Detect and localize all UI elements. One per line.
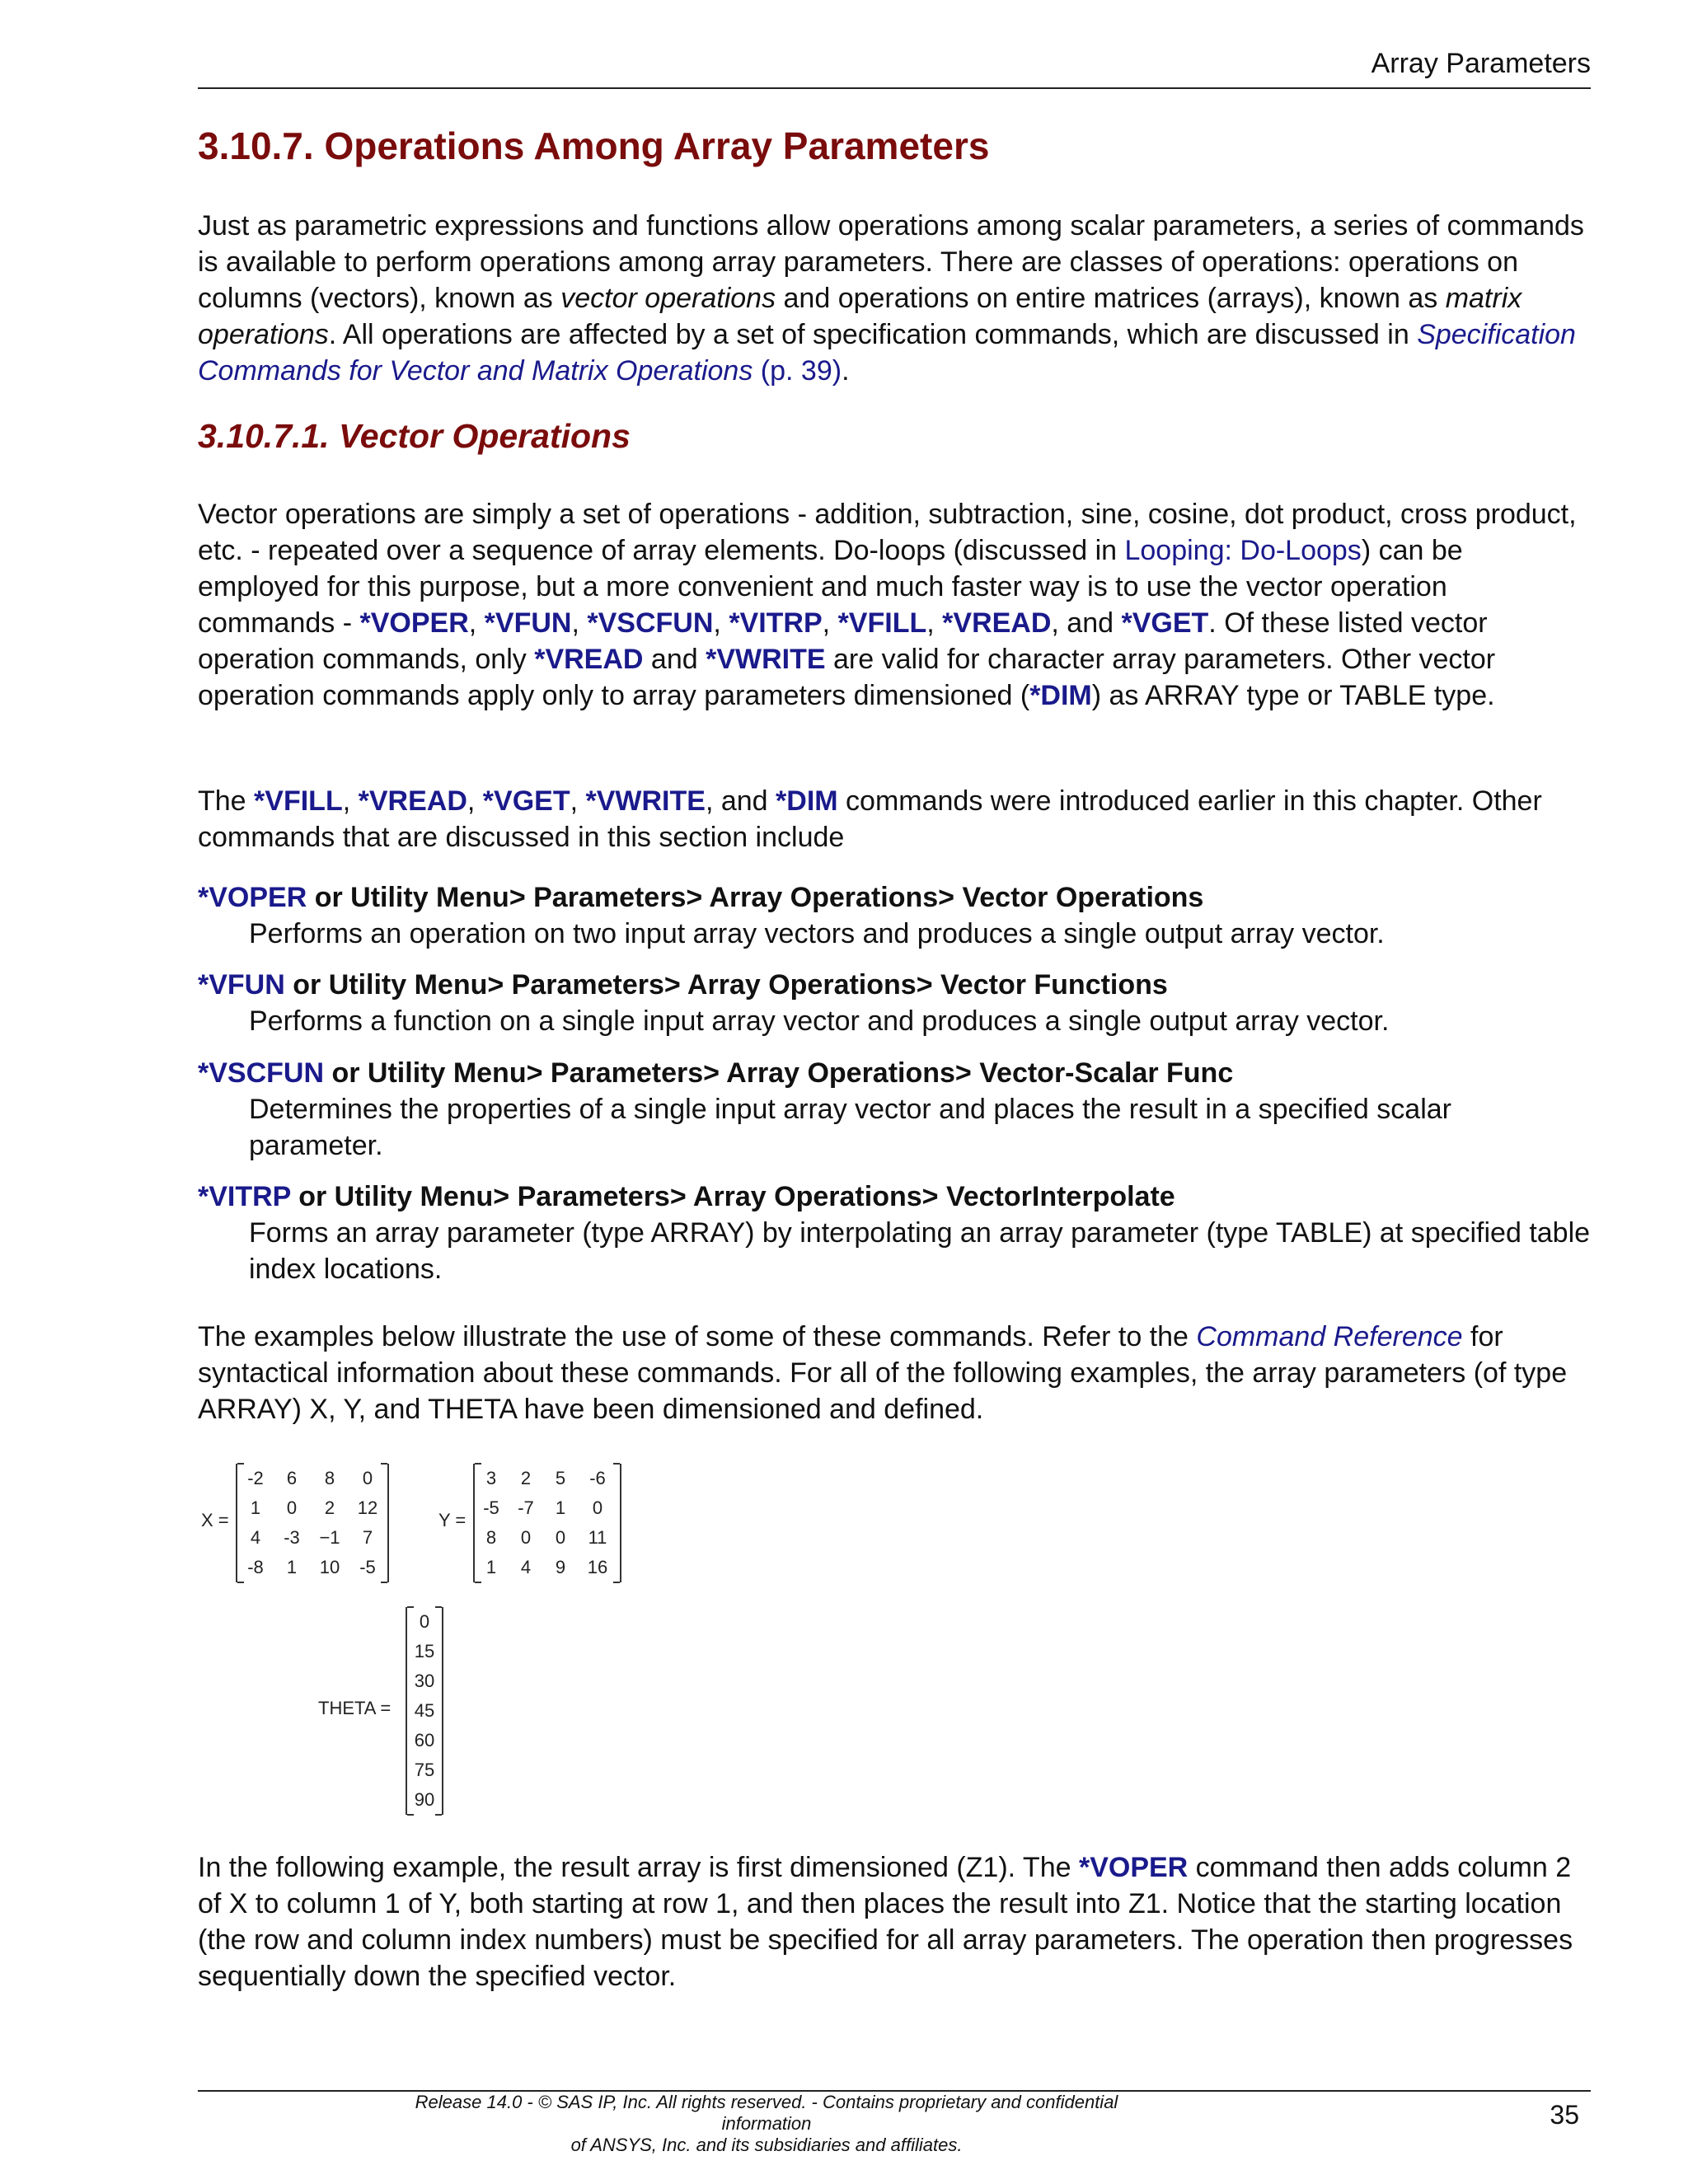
- vector-theta-row: [407, 1785, 442, 1815]
- cmd-link-dim[interactable]: *DIM: [1029, 680, 1092, 711]
- matrix-x-cell: 6: [286, 1468, 298, 1488]
- intro2-text-2: , and: [705, 785, 776, 817]
- cmd-link-vread-3[interactable]: *VREAD: [358, 785, 467, 817]
- term-voper-menu: or Utility Menu> Parameters> Array Operations> Vector Operations: [307, 882, 1204, 913]
- intro-text-1: Just as parametric expressions and functions allow operations among scalar parameters, a series of commands is available to perform operations among array parameters. There are classes of operations: operations on columns (vectors), known as: [198, 210, 1584, 314]
- matrix-y-label: Y =: [438, 1510, 467, 1530]
- page-number: 35: [1550, 2100, 1579, 2130]
- matrix-x-cell: 2: [324, 1497, 335, 1518]
- vec-text-2: ) can be employed for this purpose, but a more convenient and much faster way is to use the vector operation commands -: [198, 535, 1463, 639]
- def-vscfun: Determines the properties of a single input array vector and places the result in a specified scalar parameter.: [249, 1094, 1451, 1161]
- term-voper: [198, 879, 1591, 916]
- final-text-2: command then adds column 2 of X to column 1 of Y, both starting at row 1, and then places the result into Z1. Notice that the starting location (the row and column index numbers) must be specified for all array parameters. The operation then progresses sequentially down the specified vector.: [198, 1852, 1573, 1992]
- matrix-y-cell: 16: [587, 1557, 608, 1577]
- footer-line-2: of ANSYS, Inc. and its subsidiaries and affiliates.: [570, 2135, 963, 2155]
- vec-text-7: ) as ARRAY type or TABLE type.: [1091, 680, 1495, 711]
- def-vitrp: Forms an array parameter (type ARRAY) by interpolating an array parameter (type TABLE) at specified table index locations.: [249, 1217, 1591, 1285]
- intro2-text-3: commands were introduced earlier in this chapter. Other commands that are discussed in this section include: [198, 785, 1542, 853]
- vector-theta-cell: 90: [414, 1789, 435, 1810]
- matrix-y-cell: 4: [520, 1557, 532, 1577]
- examples-paragraph: [198, 1319, 1591, 1427]
- matrix-x-row: [237, 1523, 387, 1553]
- def-vfun: Performs a function on a single input array vector and produces a single output array vector.: [249, 1005, 1390, 1037]
- running-head: Array Parameters: [1371, 48, 1591, 79]
- intro-emphasis-matrix: matrix operations: [198, 283, 1522, 350]
- cmd-link-vget[interactable]: *VGET: [1121, 607, 1209, 639]
- matrix-y-cell: -5: [483, 1497, 499, 1518]
- footer-copyright: [396, 2092, 1137, 2156]
- matrix-x-cell: 12: [357, 1497, 378, 1518]
- term-vitrp-menu: or Utility Menu> Parameters> Array Operations> VectorInterpolate: [290, 1181, 1175, 1212]
- cmd-link-vread[interactable]: *VREAD: [942, 607, 1052, 639]
- intro-text-4: .: [842, 355, 850, 387]
- term-vscfun-cmd[interactable]: *VSCFUN: [198, 1057, 325, 1089]
- matrix-x-cell: −1: [319, 1527, 340, 1548]
- vec-text-3: , and: [1051, 607, 1122, 639]
- do-loops-link[interactable]: Looping: Do-Loops: [1124, 535, 1362, 566]
- cmd-link-vwrite[interactable]: *VWRITE: [706, 644, 826, 675]
- matrix-x: [236, 1464, 389, 1582]
- voper-example-paragraph: [198, 1849, 1591, 1994]
- matrix-y-cell: -7: [518, 1497, 534, 1518]
- theta-label: THETA =: [318, 1698, 392, 1718]
- cmd-link-vread-2[interactable]: *VREAD: [534, 644, 644, 675]
- vector-theta-row: [407, 1755, 442, 1785]
- intro-paragraph: [198, 208, 1591, 389]
- examples-text-1: The examples below illustrate the use of some of these commands. Refer to the: [198, 1321, 1197, 1352]
- subsection-title: 3.10.7.1. Vector Operations: [198, 417, 631, 455]
- matrix-y-cell: 8: [485, 1527, 497, 1548]
- matrix-x-row: [237, 1493, 387, 1523]
- term-vitrp: [198, 1179, 1591, 1215]
- vector-theta-cell: 15: [414, 1641, 435, 1661]
- intro-text-2: and operations on entire matrices (arrays), known as: [776, 283, 1446, 314]
- vector-theta-row: [407, 1726, 442, 1755]
- matrix-x-cell: 8: [324, 1468, 335, 1488]
- matrix-x-cell: 1: [286, 1557, 298, 1577]
- matrix-y-cell: 0: [520, 1527, 532, 1548]
- term-voper-cmd[interactable]: *VOPER: [198, 882, 307, 913]
- term-vscfun-menu: or Utility Menu> Parameters> Array Operations> Vector-Scalar Func: [324, 1057, 1234, 1089]
- matrix-x-cell: 1: [250, 1497, 261, 1518]
- matrix-x-cell: -3: [284, 1527, 300, 1548]
- cmd-link-vfill[interactable]: *VFILL: [837, 607, 927, 639]
- vec-text-4: . Of these listed vector operation commands, only: [198, 607, 1488, 675]
- vec-text-1: Vector operations are simply a set of operations - addition, subtraction, sine, cosine, dot product, cross product, etc. - repeated over a sequence of array elements. Do-loops (discussed in: [198, 499, 1577, 566]
- cmd-link-voper[interactable]: *VOPER: [359, 607, 469, 639]
- cmd-link-vfun[interactable]: *VFUN: [484, 607, 572, 639]
- vector-theta-cell: 45: [414, 1700, 435, 1721]
- vector-theta-row: [407, 1607, 442, 1637]
- term-vfun-cmd[interactable]: *VFUN: [198, 969, 285, 1001]
- matrix-x-label: X =: [201, 1510, 229, 1530]
- vector-theta-cell: 0: [419, 1611, 430, 1632]
- matrix-y-cell: 0: [592, 1497, 603, 1518]
- examples-text-2: for syntactical information about these commands. For all of the following examples, the array parameters (of type ARRAY) X, Y, and THETA have been dimensioned and defined.: [198, 1321, 1568, 1425]
- matrix-y-row: [475, 1464, 620, 1493]
- matrix-figure: [198, 1459, 692, 1821]
- cmd-link-vscfun[interactable]: *VSCFUN: [587, 607, 714, 639]
- matrix-x-cell: 0: [286, 1497, 298, 1518]
- vector-theta-cell: 30: [414, 1671, 435, 1691]
- cmd-link-vwrite-2[interactable]: *VWRITE: [585, 785, 706, 817]
- cmd-link-dim-2[interactable]: *DIM: [776, 785, 838, 817]
- matrix-y-row: [475, 1553, 620, 1582]
- matrix-y: [473, 1464, 621, 1582]
- vec-text-5: and: [643, 644, 706, 675]
- matrix-y-cell: 9: [555, 1557, 566, 1577]
- matrix-y-cell: 5: [555, 1468, 566, 1488]
- matrix-y-row: [475, 1493, 620, 1523]
- document-page: [198, 0, 1591, 2184]
- term-vfun: [198, 967, 1591, 1003]
- vector-theta-cell: 60: [414, 1730, 435, 1750]
- vector-theta-row: [407, 1666, 442, 1696]
- matrix-x-cell: -8: [247, 1557, 264, 1577]
- intro2-text-1: The: [198, 785, 255, 817]
- command-reference-link[interactable]: Command Reference: [1196, 1321, 1463, 1352]
- cmd-link-vitrp[interactable]: *VITRP: [729, 607, 823, 639]
- header-rule: [198, 87, 1591, 89]
- cmd-link-vfill-2[interactable]: *VFILL: [254, 785, 343, 817]
- def-voper: Performs an operation on two input array vectors and produces a single output array vector.: [249, 918, 1385, 949]
- intro-emphasis-vector: vector operations: [560, 283, 776, 314]
- vec-text-6: are valid for character array parameters. Other vector operation commands apply only to array parameters dimensioned (: [198, 644, 1496, 711]
- matrix-x-cell: 7: [362, 1527, 373, 1548]
- matrix-x-cell: -5: [359, 1557, 376, 1577]
- vector-theta-row: [407, 1696, 442, 1726]
- matrix-y-cell: 3: [485, 1468, 497, 1488]
- vector-ops-paragraph: Vector operations are simply a set of operations - addition, subtraction, sine, cosine, dot product, cross product, etc. - repeated over a sequence of array elements. Do-loops (discussed in Looping: Do-Loops) can be employed for this purpose, but a more convenient and much faster way is to use the vector operation commands - *VOPER, *VFUN, *VSCFUN, *VITRP, *VFILL, *VREAD, and *VGET. Of these listed vector operation commands, only *VREAD and *VWRITE are valid for character array parameters. Other vector operation commands apply only to array parameters dimensioned (*DIM) as ARRAY type or TABLE type.: [198, 499, 1577, 711]
- vector-theta-row: [407, 1637, 442, 1666]
- matrix-y-cell: 2: [520, 1468, 532, 1488]
- commands-intro-paragraph: The *VFILL, *VREAD, *VGET, *VWRITE, and *DIM commands were introduced earlier in this chapter. Other commands that are discussed in this section include: [198, 785, 1542, 853]
- cmd-link-voper-2[interactable]: *VOPER: [1078, 1852, 1189, 1883]
- footer-line-1: Release 14.0 - © SAS IP, Inc. All rights reserved. - Contains proprietary and confidential information: [415, 2092, 1118, 2134]
- section-title: 3.10.7. Operations Among Array Parameters: [198, 124, 990, 167]
- vector-theta: [406, 1607, 443, 1815]
- matrix-x-cell: 4: [250, 1527, 261, 1548]
- matrix-y-cell: 11: [588, 1527, 607, 1548]
- intro-text-3: . All operations are affected by a set of specification commands, which are discussed in: [328, 319, 1418, 350]
- matrix-y-cell: 1: [485, 1557, 497, 1577]
- matrix-x-cell: 10: [319, 1557, 340, 1577]
- term-vscfun: [198, 1055, 1591, 1091]
- matrix-y-cell: 1: [555, 1497, 566, 1518]
- matrix-x-cell: 0: [362, 1468, 373, 1488]
- matrix-x-cell: -2: [247, 1468, 264, 1488]
- final-text-1: In the following example, the result array is first dimensioned (Z1). The: [198, 1852, 1079, 1883]
- matrix-y-cell: 0: [555, 1527, 566, 1548]
- term-vitrp-cmd[interactable]: *VITRP: [198, 1181, 291, 1212]
- term-vfun-menu: or Utility Menu> Parameters> Array Operations> Vector Functions: [284, 969, 1168, 1001]
- spec-commands-link[interactable]: Specification Commands for Vector and Matrix Operations: [198, 319, 1576, 387]
- cmd-link-vget-2[interactable]: *VGET: [482, 785, 570, 817]
- matrix-y-cell: -6: [589, 1468, 606, 1488]
- vector-theta-cell: 75: [414, 1760, 435, 1780]
- matrix-x-row: [237, 1553, 387, 1582]
- matrix-y-row: [475, 1523, 620, 1553]
- matrix-x-row: [237, 1464, 387, 1493]
- spec-commands-page-link[interactable]: (p. 39): [753, 355, 842, 387]
